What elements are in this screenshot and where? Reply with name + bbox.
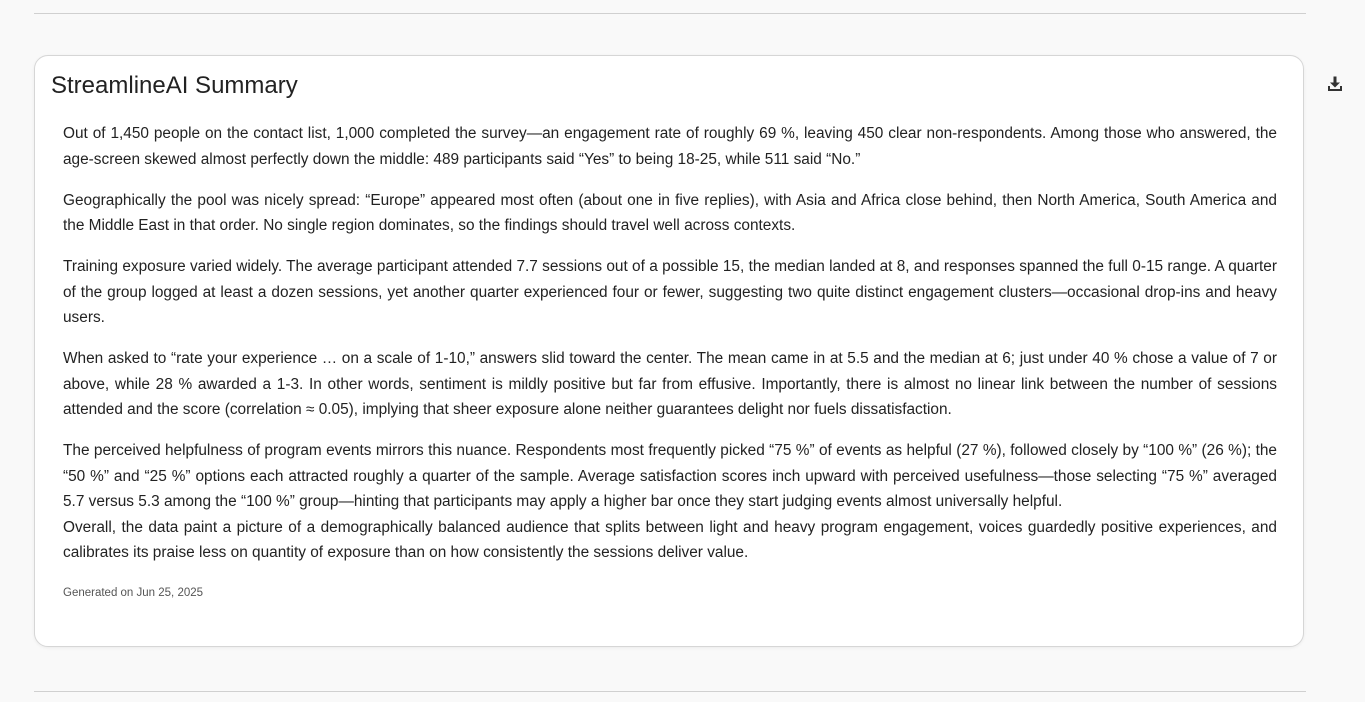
summary-paragraph: The perceived helpfulness of program events mirrors this nuance. Respondents most frequently picked “75 %” of events as helpful (27 %), followed closely by “100 %” (26 %); the “50 %” and “25 %” options each attracted roughly a quarter of the sample. Average satisfaction scores inch upward with perceived usefulness—those selecting “75 %” averaged 5.7 versus 5.3 among the “100 %” group—hinting that participants may apply a higher bar once they start judging events almost universally helpful. bbox=[63, 442, 1277, 510]
summary-card bbox=[34, 55, 1304, 647]
top-divider bbox=[34, 13, 1306, 14]
summary-paragraph: Out of 1,450 people on the contact list, 1,000 completed the survey—an engagement rate of roughly 69 %, leaving 450 clear non-respondents. Among those who answered, the age-screen skewed almost perfectly down the middle: 489 participants said “Yes” to being 18-25, while 511 said “No.” bbox=[63, 125, 1277, 168]
summary-paragraph: When asked to “rate your experience … on a scale of 1-10,” answers slid toward the center. The mean came in at 5.5 and the median at 6; just under 40 % chose a value of 7 or above, while 28 % awarded a 1-3. In other words, sentiment is mildly positive but far from effusive. Importantly, there is almost no linear link between the number of sessions attended and the score (correlation ≈ 0.05), implying that sheer exposure alone neither guarantees delight nor fuels dissatisfaction. bbox=[63, 350, 1277, 418]
download-button[interactable] bbox=[1325, 74, 1345, 94]
summary-paragraph: Overall, the data paint a picture of a demographically balanced audience that splits between light and heavy program engagement, voices guardedly positive experiences, and calibrates its praise less on quantity of exposure than on how consistently the sessions deliver value. bbox=[63, 518, 1277, 561]
summary-title: StreamlineAI Summary bbox=[51, 72, 298, 99]
generated-timestamp: Generated on Jun 25, 2025 bbox=[63, 587, 204, 599]
summary-paragraph: Geographically the pool was nicely spread: “Europe” appeared most often (about one in five replies), with Asia and Africa close behind, then North America, South America and the Middle East in that order. No single region dominates, so the findings should travel well across contexts. bbox=[63, 191, 1277, 234]
summary-body bbox=[63, 121, 1277, 566]
summary-paragraph: Training exposure varied widely. The average participant attended 7.7 sessions out of a possible 15, the median landed at 8, and responses spanned the full 0-15 range. A quarter of the group logged at least a dozen sessions, yet another quarter experienced four or fewer, suggesting two quite distinct engagement clusters—occasional drop-ins and heavy users. bbox=[63, 258, 1277, 326]
download-icon bbox=[1326, 75, 1344, 93]
bottom-divider bbox=[34, 691, 1306, 692]
